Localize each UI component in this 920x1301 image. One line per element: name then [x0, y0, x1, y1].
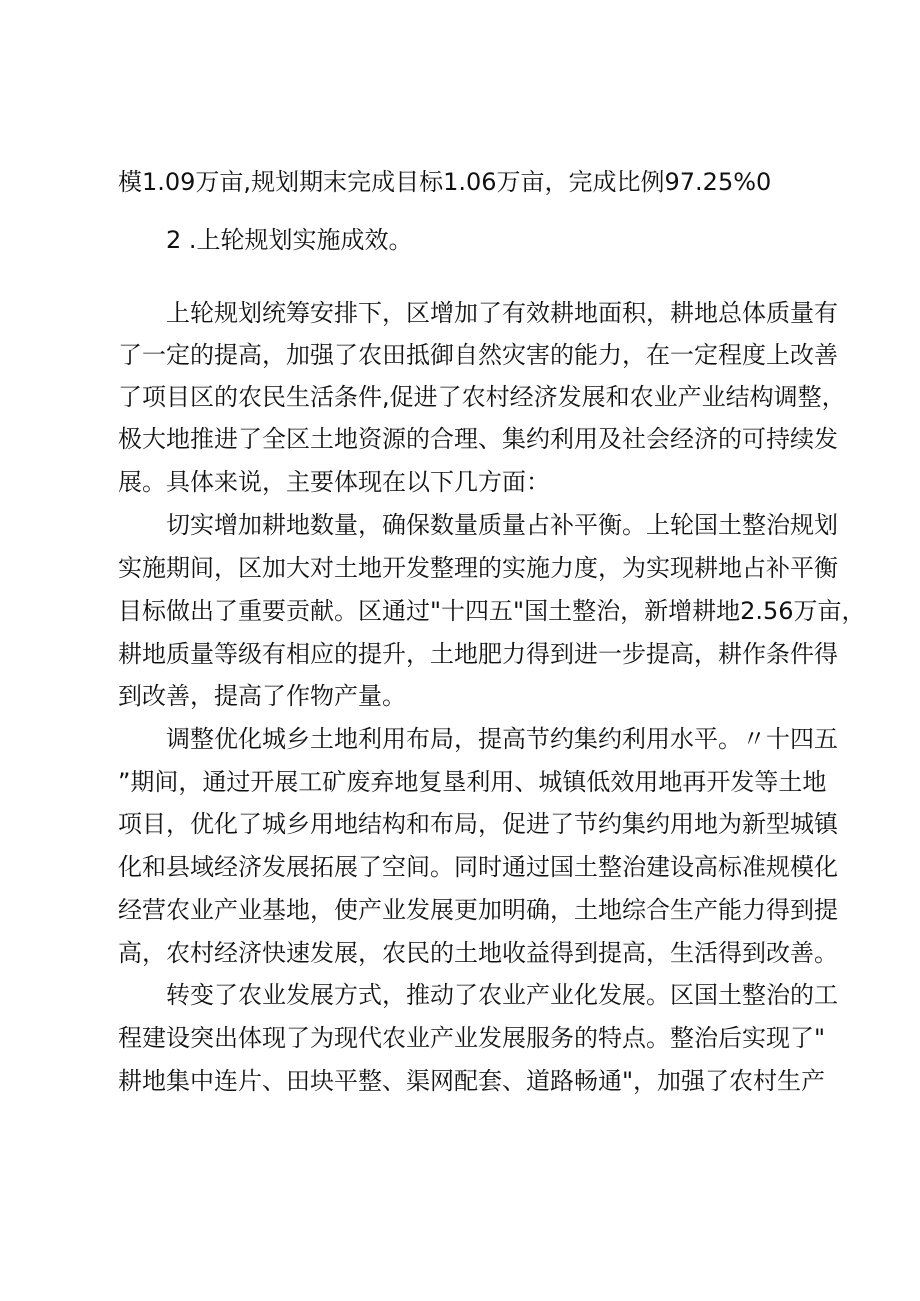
paragraph-2-line-5: 到改善，提高了作物产量。 [118, 682, 406, 710]
paragraph-1-line-1: 上轮规划统筹安排下，区增加了有效耕地面积，耕地总体质量有 [166, 299, 838, 327]
paragraph-3-line-2: ”期间，通过开展工矿废弃地复垦利用、城镇低效用地再开发等土地 [118, 768, 827, 796]
paragraph-2-line-2: 实施期间，区加大对土地开发整理的实施力度，为实现耕地占补平衡 [118, 554, 838, 582]
paragraph-3-line-1: 调整优化城乡土地利用布局，提高节约集约利用水平。〃十四五 [166, 725, 838, 753]
paragraph-3-line-5: 经营农业产业基地，使产业发展更加明确，土地综合生产能力得到提 [118, 896, 838, 924]
paragraph-1-line-5: 展。具体来说，主要体现在以下几方面： [118, 468, 550, 496]
paragraph-4-line-1: 转变了农业发展方式，推动了农业产业化发展。区国土整治的工 [166, 981, 838, 1009]
section-heading: 2 .上轮规划实施成效。 [166, 226, 413, 254]
text-line-1: 模1.09万亩,规划期末完成目标1.06万亩，完成比例97.25%0 [118, 168, 772, 196]
paragraph-3-line-3: 项目，优化了城乡用地结构和布局，促进了节约集约用地为新型城镇 [118, 810, 838, 838]
paragraph-2-line-4: 耕地质量等级有相应的提升，土地肥力得到进一步提高，耕作条件得 [118, 640, 838, 668]
paragraph-2-line-3: 目标做出了重要贡献。区通过"十四五"国土整治，新增耕地2.56万亩， [118, 597, 866, 625]
paragraph-4-line-3: 耕地集中连片、田块平整、渠网配套、道路畅通"，加强了农村生产 [118, 1067, 826, 1095]
paragraph-1-line-2: 了一定的提高，加强了农田抵御自然灾害的能力，在一定程度上改善 [118, 341, 838, 369]
paragraph-4-line-2: 程建设突出体现了为现代农业产业发展服务的特点。整治后实现了" [118, 1024, 826, 1052]
paragraph-3-line-4: 化和县域经济发展拓展了空间。同时通过国土整治建设高标准规模化 [118, 853, 838, 881]
paragraph-2-line-1: 切实增加耕地数量，确保数量质量占补平衡。上轮国土整治规划 [166, 511, 838, 539]
paragraph-3-line-6: 高，农村经济快速发展，农民的土地收益得到提高，生活得到改善。 [118, 939, 838, 967]
paragraph-1-line-4: 极大地推进了全区土地资源的合理、集约利用及社会经济的可持续发 [118, 425, 838, 453]
paragraph-1-line-3: 了项目区的农民生活条件,促进了农村经济发展和农业产业结构调整， [118, 383, 846, 411]
